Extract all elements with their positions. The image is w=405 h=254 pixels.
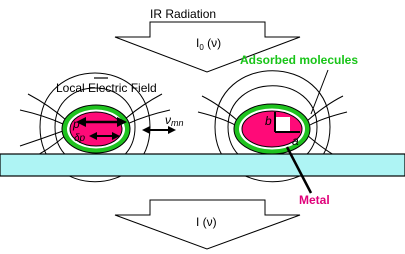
adsorbed-pointer bbox=[311, 70, 328, 114]
metal-label: Metal bbox=[299, 193, 330, 207]
frequency-label: νmn bbox=[165, 113, 184, 128]
dipole-dp-label: δp bbox=[74, 133, 86, 144]
dipole-p-label: p bbox=[73, 117, 80, 131]
local-field-label: Local Electric Field bbox=[56, 81, 157, 95]
incident-intensity-label: $I_0$ (ν) bbox=[196, 36, 222, 52]
ir-radiation-label: IR Radiation bbox=[150, 7, 217, 21]
adsorbed-molecules-label: Adsorbed molecules bbox=[240, 53, 359, 67]
axis-a-label: a bbox=[292, 134, 299, 148]
transmitted-intensity-label: I (ν) bbox=[196, 215, 217, 229]
axis-b-label: b bbox=[265, 114, 272, 128]
substrate bbox=[0, 154, 405, 176]
